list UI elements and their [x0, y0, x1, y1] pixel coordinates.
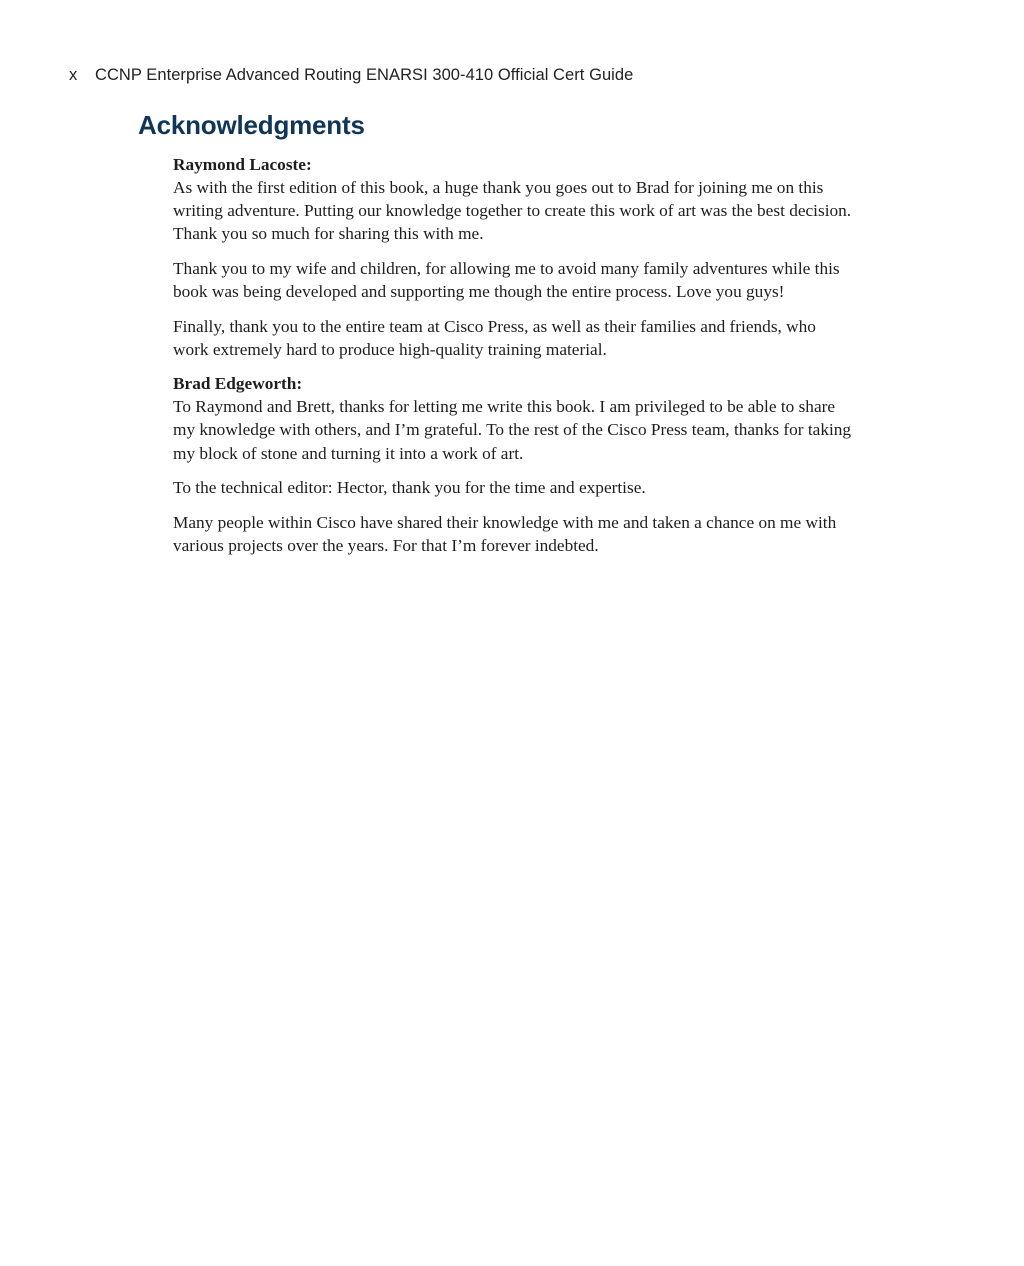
paragraph: Many people within Cisco have shared their knowledge with me and taken a chance on me with various projects over the years. For that I’m forever indebted. — [173, 512, 837, 555]
author-section — [173, 153, 853, 245]
page-title: Acknowledgments — [138, 110, 365, 140]
author-section — [173, 372, 853, 464]
paragraph: As with the first edition of this book, a huge thank you goes out to Brad for joining me on this writing adventure. Putting our knowledge together to create this work of art was the best decision. Thank you so much for sharing this with me. — [173, 178, 852, 244]
author-name: Brad Edgeworth: — [173, 374, 303, 394]
paragraph: Thank you to my wife and children, for allowing me to avoid many family adventures while this book was being developed and supporting me though the entire process. Love you guys! — [173, 258, 840, 301]
paragraph: To Raymond and Brett, thanks for letting me write this book. I am privileged to be able to share my knowledge with others, and I’m grateful. To the rest of the Cisco Press team, thanks for taking my block of stone and turning it into a work of art. — [173, 397, 852, 463]
author-name: Raymond Lacoste: — [173, 155, 312, 174]
paragraph: To the technical editor: Hector, thank you for the time and expertise. — [173, 478, 646, 498]
running-header — [69, 66, 633, 85]
book-title: CCNP Enterprise Advanced Routing ENARSI 300-410 Official Cert Guide — [95, 66, 634, 84]
paragraph: Finally, thank you to the entire team at Cisco Press, as well as their families and friends, who work extremely hard to produce high-quality training material. — [173, 316, 816, 359]
page-number: x — [69, 66, 78, 84]
acknowledgments-body — [173, 153, 853, 568]
